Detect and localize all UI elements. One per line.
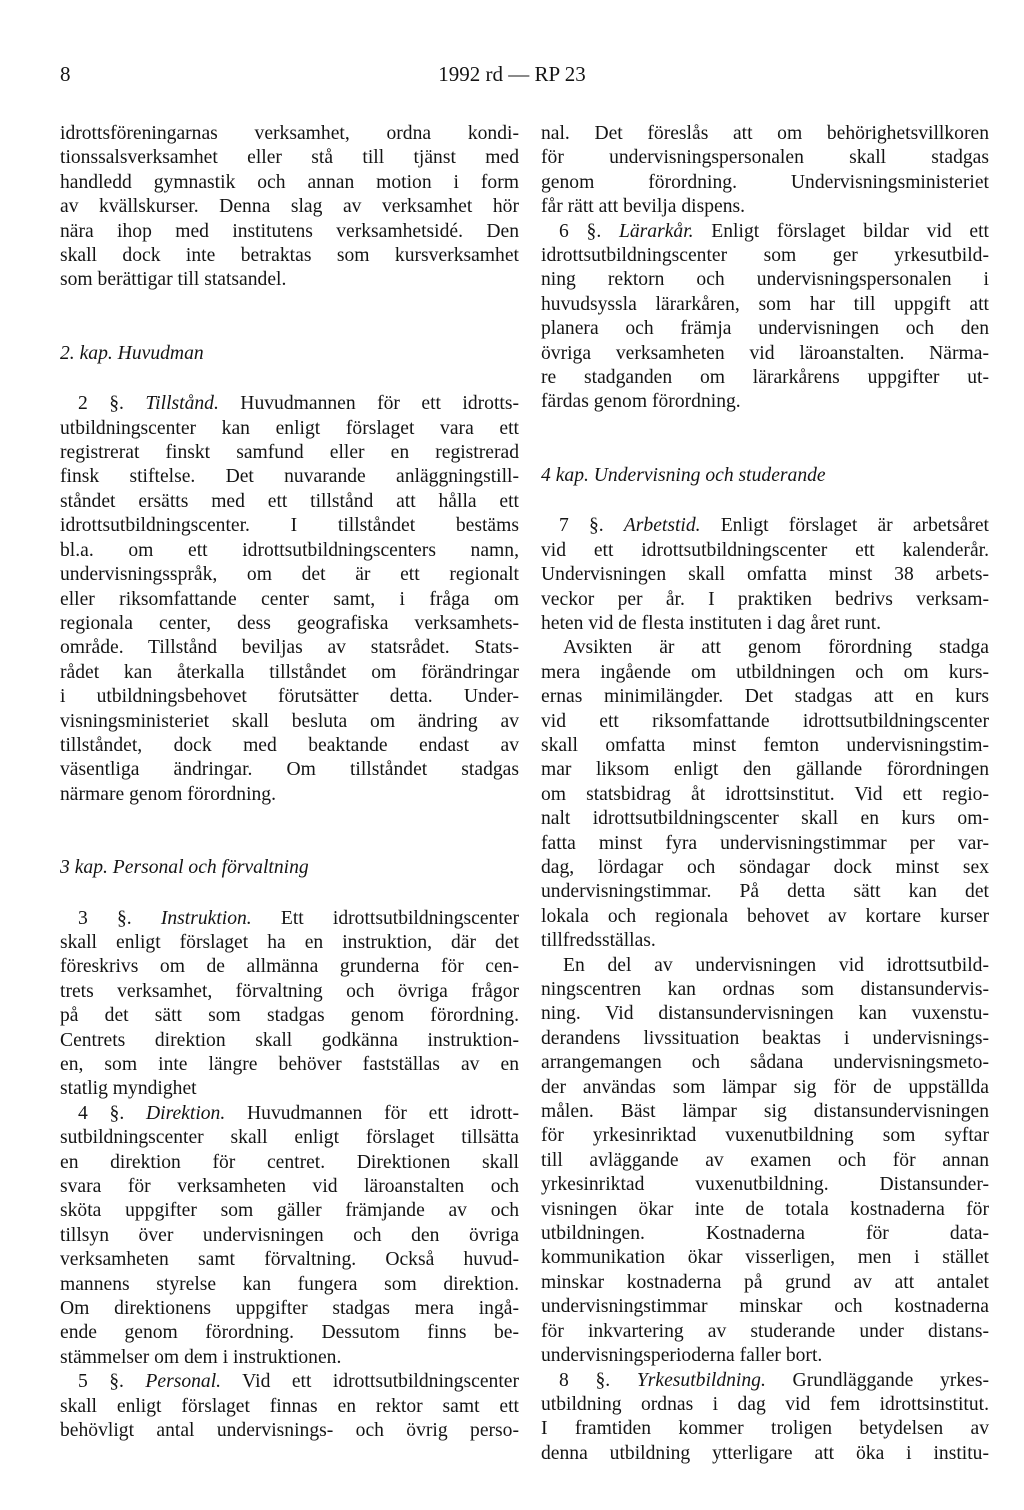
text-line: av kvällskurser. Denna slag av verksamhet hör [60,196,519,218]
text-line: undervisningsspråk, om det är ett regionalt [60,564,519,586]
text-line: Avsikten är att genom förordning stadga [563,637,989,659]
text-line: denna utbildning ytterligare att öka i institu- [541,1442,989,1464]
section-6 [541,220,989,415]
text-line: mera ingående om utbildningen och om kurs- [541,661,989,683]
text-line: mar liksom enligt den gällande förordningen [541,759,989,781]
text-line: får rätt att bevilja dispens. [541,196,746,218]
intro-paragraph [60,122,519,293]
text-line: verksamheten samt förvaltning. Också huvud- [60,1249,519,1271]
section-text: Vid ett idrottsutbildningscenter [221,1371,519,1393]
right-column [541,122,989,1466]
text-line: i utbildningsbehovet förutsätter detta. Under- [60,686,519,708]
continuation-paragraph [541,122,989,220]
section-text: Grundläggande yrkes- [765,1369,989,1391]
text-line: ning. Vid distansundervisningen kan vuxenstu- [541,1003,989,1025]
text-line: huvudsyssla lärarkåren, som har till uppgift att [541,293,989,315]
text-line: målen. Bäst lämpar sig distansundervisningen [541,1101,989,1123]
text-line: färdas genom förordning. [541,391,741,413]
text-line: Centrets direktion skall godkänna instruktion- [60,1029,519,1051]
text-line: visningsministeriet skall besluta om ändring av [60,710,519,732]
text-line: nalt idrottsutbildningscenter skall en kurs om- [541,808,989,830]
text-line: dag, lördagar och söndagar dock minst sex [541,856,989,878]
text-line: regionala center, dess geografiska verksamhets- [60,612,519,634]
text-line: ernas minimilängder. Det stadgas att en kurs [541,686,989,708]
left-column [60,122,519,1444]
text-line: bl.a. om ett idrottsutbildningscenters namn, [60,539,519,561]
section-number: 7 §. [559,515,624,537]
text-line: rådet kan återkalla tillståndet om förändringar [60,661,519,683]
text-line: sutbildningscenter skall enligt förslaget tillsätta [60,1127,519,1149]
chapter-heading-2: 2. kap. Huvudman [60,342,204,364]
text-line: idrottsföreningarnas verksamhet, ordna kondi- [60,123,519,144]
section-7 [541,514,989,636]
text-line: visningen ökar inte de totala kostnaderna för [541,1198,989,1220]
text-line: för undervisningspersonalen skall stadgas [541,147,989,169]
section-number: 6 §. [559,220,619,242]
text-line: föreskrivs om de allmänna grunderna för cen- [60,956,519,978]
section-5 [60,1370,519,1443]
section-first-line [541,1369,989,1393]
section-first-line [541,514,989,538]
text-line: utbildningscenter kan enligt förslaget vara ett [60,417,519,439]
text-line: övriga verksamheten vid läroanstalten. Närma- [541,342,989,364]
text-line: genom förordning. Undervisningsministeriet [541,171,989,193]
text-line: som berättigar till statsandel. [60,269,287,291]
section-text: Huvudmannen för ett idrott- [225,1102,519,1124]
page-number: 8 [60,62,71,86]
text-line: en, som inte längre behöver fastställas av en [60,1054,519,1075]
section-number: 8 §. [559,1369,637,1391]
section-text: Enligt förslaget bildar vid ett [693,220,989,242]
text-line: trets verksamhet, förvaltning och övriga frågor [60,980,519,1002]
text-line: lokala och regionala behovet av kortare kurser [541,905,989,927]
text-line: minskar kostnaderna på grund av att antalet [541,1271,989,1293]
section-title: Direktion. [145,1102,226,1124]
text-line: stämmelser om dem i instruktionen. [60,1346,342,1368]
text-line: ende genom förordning. Dessutom finns be- [60,1322,519,1344]
section-8 [541,1369,989,1467]
text-line: idrottsutbildningscenter. I tillståndet bestäms [60,515,519,537]
text-line: eller riksomfattande center samt, i fråga om [60,588,519,610]
text-line: statlig myndighet [60,1078,197,1100]
section-4 [60,1102,519,1370]
text-line: kommunikation ökar visserligen, men i stället [541,1247,989,1269]
paragraph-avsikten [541,636,989,953]
text-line: behövligt antal undervisnings- och övrig perso- [60,1420,519,1442]
chapter-heading-3: 3 kap. Personal och förvaltning [60,857,309,879]
text-line: re stadganden om lärarkårens uppgifter ut- [541,367,989,389]
text-line: vid ett idrottsutbildningscenter ett kalenderår. [541,539,989,561]
text-line: idrottsutbildningscenter som ger yrkesutbild- [541,245,989,267]
text-line: heten vid de flesta instituten i dag året runt. [541,612,882,634]
text-line: tillsyn över undervisningen och den övriga [60,1224,519,1246]
text-line: undervisningsperioderna faller bort. [541,1345,823,1367]
section-title: Personal. [145,1371,222,1393]
section-2 [60,392,519,807]
text-line: om statsbidrag åt idrottsinstitut. Vid ett regio- [541,783,989,805]
text-line: tionssalsverksamhet eller stå till tjänst med [60,147,519,169]
section-first-line [60,907,519,931]
text-line: nära ihop med institutens verksamhetsidé. Den [60,220,519,242]
text-line: för yrkesinriktad vuxenutbildning som syftar [541,1125,989,1147]
text-line: derandens livssituation beaktas i undervisnings- [541,1027,989,1049]
section-title: Lärarkår. [618,220,694,242]
section-first-line [60,1102,519,1126]
text-line: arrangemangen och sådana undervisningsmeto- [541,1052,989,1074]
page-header [0,62,1024,92]
section-number: 2 §. [78,393,146,415]
text-line: ning rektorn och undervisningspersonalen i [541,269,989,291]
running-head: 1992 rd — RP 23 [438,62,586,86]
text-line: Undervisningen skall omfatta minst 38 arbets- [541,564,989,586]
section-text: Enligt förslaget är arbetsåret [700,515,989,537]
text-line: tillfredsställas. [541,930,656,952]
text-line: skall dock inte betraktas som kursverksamhet [60,245,519,267]
text-line: till avläggande av examen och för annan [541,1149,989,1171]
text-line: en direktion för centret. Direktionen skall [60,1151,519,1173]
section-3 [60,907,519,1102]
text-line: handledd gymnastik och annan motion i form [60,171,519,193]
chapter-heading-4: 4 kap. Undervisning och studerande [541,464,826,486]
text-line: för inkvartering av studerande under distans- [541,1320,989,1342]
section-number: 5 §. [78,1371,146,1393]
section-first-line [541,220,989,244]
text-line: fatta minst fyra undervisningstimmar per var- [541,832,989,854]
text-line: undervisningstimmar minskar och kostnaderna [541,1296,989,1318]
text-line: nal. Det föreslås att om behörighetsvillkoren [541,123,989,144]
text-line: på det sätt som stadgas genom förordning. [60,1005,519,1027]
text-line: yrkesinriktad vuxenutbildning. Distansunder- [541,1174,989,1196]
section-first-line [60,392,519,416]
text-line: utbildningen. Kostnaderna för data- [541,1223,989,1245]
text-line: vid ett riksomfattande idrottsutbildningscenter [541,710,989,732]
section-title: Yrkesutbildning. [636,1369,766,1391]
section-title: Tillstånd. [145,393,219,415]
text-line: undervisningstimmar. På detta sätt kan det [541,881,989,903]
text-line: registrerat finskt samfund eller en registrerad [60,442,519,464]
text-line: Om direktionens uppgifter stadgas mera ingå- [60,1298,519,1320]
section-text: Huvudmannen för ett idrotts- [218,393,519,415]
text-line: väsentliga ändringar. Om tillståndet stadgas [60,759,519,781]
text-line: utbildning ordnas i dag vid fem idrottsinstitut. [541,1393,989,1415]
text-line: finsk stiftelse. Det nuvarande anläggningstill- [60,466,519,488]
section-number: 4 §. [78,1102,146,1124]
section-title: Arbetstid. [623,515,701,537]
text-line: ståndet ersätts med ett tillstånd att hålla ett [60,490,519,512]
text-line: veckor per år. I praktiken bedrivs verksam- [541,588,989,610]
section-text: Ett idrottsutbildningscenter [251,907,519,929]
text-line: der användas som lämpar sig för de uppställda [541,1076,989,1098]
text-line: mannens styrelse kan fungera som direktion. [60,1273,519,1295]
text-line: planera och främja undervisningen och den [541,318,989,340]
text-line: I framtiden kommer troligen betydelsen av [541,1418,989,1440]
section-number: 3 §. [78,907,161,929]
text-line: sköta uppgifter som gäller främjande av och [60,1200,519,1222]
text-line: skall omfatta minst femton undervisningstim- [541,734,989,756]
section-title: Instruktion. [160,907,252,929]
text-line: skall enligt förslaget finnas en rektor samt ett [60,1395,519,1417]
text-line: närmare genom förordning. [60,783,277,805]
section-first-line [60,1370,519,1394]
text-line: skall enligt förslaget ha en instruktion, där det [60,931,519,953]
text-line: svara för verksamheten vid läroanstalten och [60,1176,519,1198]
text-line: ningscentren kan ordnas som distansundervis- [541,979,989,1000]
text-line: område. Tillstånd beviljas av statsrådet. Stats- [60,637,519,659]
text-line: En del av undervisningen vid idrottsutbild- [563,954,989,976]
text-line: tillståndet, dock med beaktande endast av [60,734,519,756]
paragraph-en-del [541,954,989,1369]
